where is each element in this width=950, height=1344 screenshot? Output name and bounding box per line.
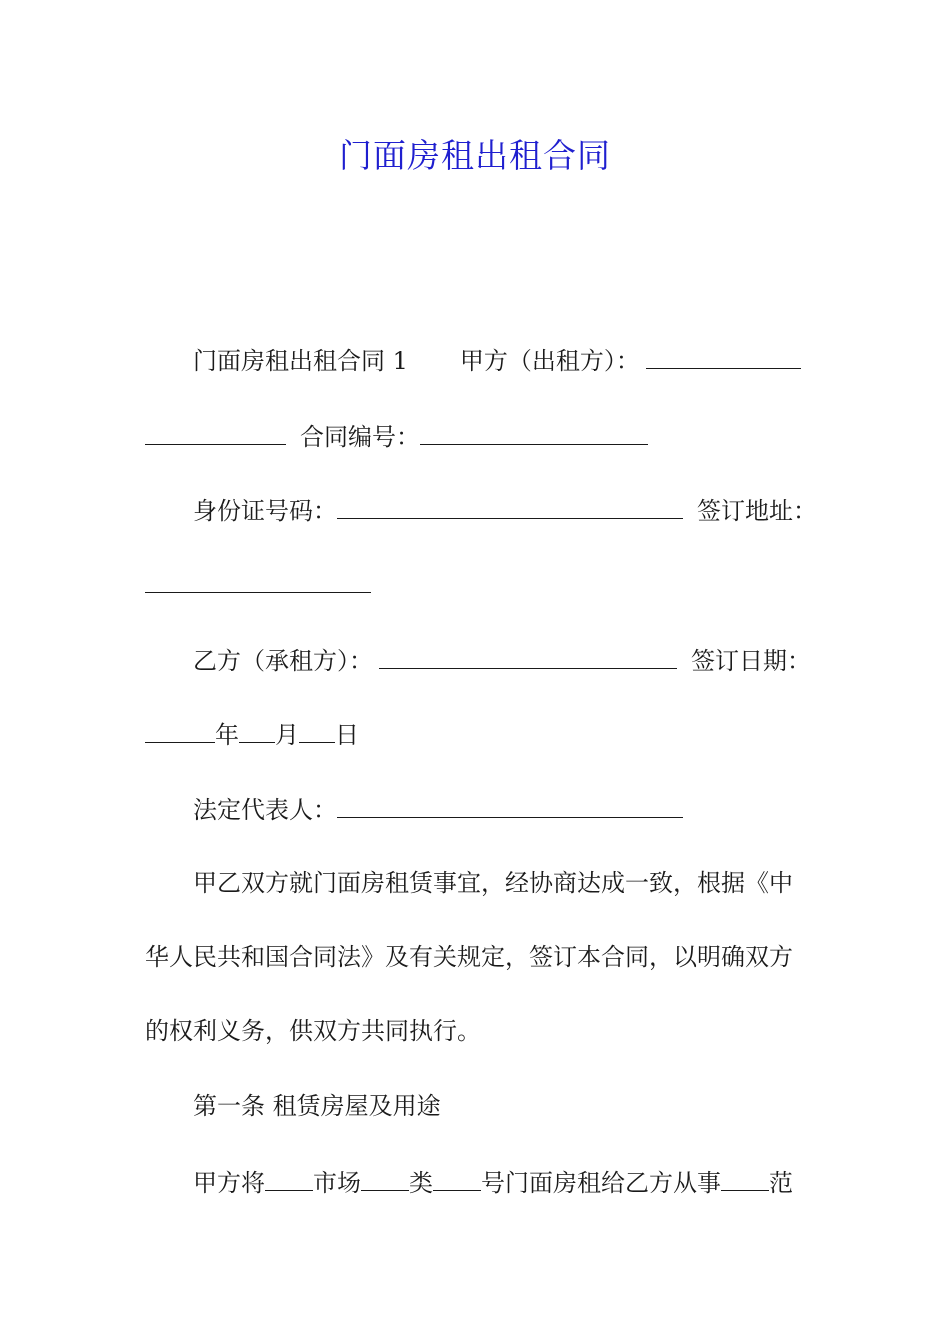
line-contract-no [145, 418, 810, 452]
market-blank [265, 1164, 313, 1191]
legal-rep-label: 法定代表人： [193, 796, 337, 824]
party-a-blank [646, 342, 801, 369]
line-date [145, 716, 810, 750]
contract-label: 门面房租出租合同 1 [193, 347, 408, 375]
line-party-a [145, 342, 858, 376]
month-blank [239, 716, 275, 743]
party-b-blank [379, 642, 677, 669]
year-label: 年 [215, 721, 239, 749]
number-blank [433, 1164, 481, 1191]
day-blank [299, 716, 335, 743]
line-party-b [145, 642, 858, 676]
para2-line1 [145, 1164, 858, 1198]
id-no-blank [337, 492, 683, 519]
sign-place-blank [145, 566, 371, 593]
sign-date-label: 签订日期： [691, 647, 811, 675]
para1-line2: 华人民共和国合同法》及有关规定，签订本合同，以明确双方 [145, 943, 793, 971]
party-a-label: 甲方（出租方）： [459, 347, 640, 375]
para2-text4: 号门面房租给乙方从事 [481, 1169, 721, 1197]
business-blank [721, 1164, 769, 1191]
document-title: 门面房租出租合同 [339, 136, 611, 175]
month-label: 月 [275, 721, 299, 749]
article1-heading: 第一条 租赁房屋及用途 [193, 1092, 441, 1120]
para2-text2: 市场 [313, 1169, 361, 1197]
para2-text1: 甲方将 [193, 1169, 265, 1197]
sign-place-label: 签订地址： [697, 497, 817, 525]
id-no-label: 身份证号码： [193, 497, 337, 525]
day-label: 日 [335, 721, 359, 749]
party-b-label: 乙方（承租方）： [193, 647, 373, 675]
contract-no-label: 合同编号： [300, 423, 420, 451]
line-id-no [145, 492, 858, 526]
contract-no-blank [420, 418, 648, 445]
para1-line1: 甲乙双方就门面房租赁事宜，经协商达成一致，根据《中 [193, 869, 793, 897]
legal-rep-blank [337, 791, 683, 818]
para2-text5: 范 [769, 1169, 793, 1197]
para1-line3: 的权利义务，供双方共同执行。 [145, 1017, 481, 1045]
line-legal-rep [145, 791, 858, 825]
party-a-blank-cont [145, 418, 286, 445]
line-sign-place-blank [145, 566, 810, 600]
para2-text3: 类 [409, 1169, 433, 1197]
category-blank [361, 1164, 409, 1191]
year-blank [145, 716, 215, 743]
